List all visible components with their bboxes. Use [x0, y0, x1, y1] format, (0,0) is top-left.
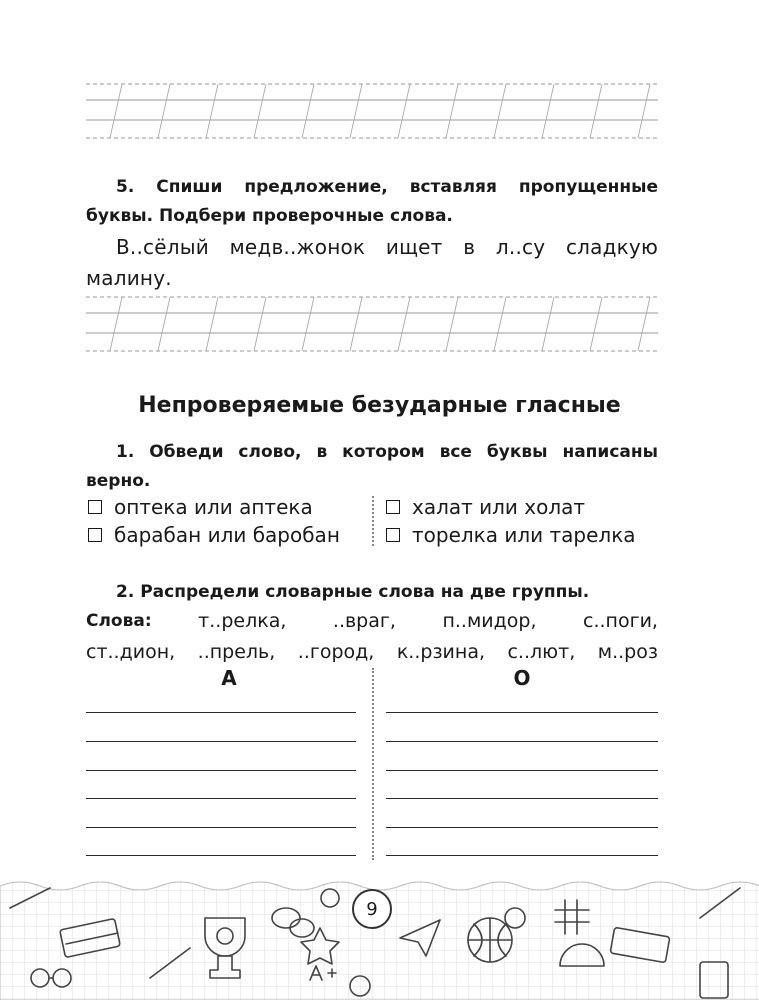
answer-line-a[interactable] [86, 712, 356, 713]
answer-line-o[interactable] [386, 855, 658, 856]
task2-title: 2. Распредели словарные слова на две группы. [116, 582, 590, 602]
task5-sentence: В..сёлый медв..жонок ищет в л..су сладкую малину. [86, 235, 658, 290]
checkbox-icon[interactable] [88, 500, 102, 514]
choice-label: оптека или аптека [114, 495, 313, 519]
choice-divider [372, 496, 374, 546]
checkbox-icon[interactable] [386, 528, 400, 542]
task1-title: 1. Обведи слово, в котором все буквы написаны верно. [86, 442, 658, 491]
word-item: п..мидор, [442, 610, 537, 632]
choice-label: барабан или баробан [114, 523, 340, 547]
columns-divider [372, 668, 374, 860]
answer-line-o[interactable] [386, 798, 658, 799]
checkbox-icon[interactable] [386, 500, 400, 514]
answer-line-o[interactable] [386, 741, 658, 742]
word-item: ..враг, [332, 610, 396, 632]
word-item: ст..дион, [86, 641, 176, 663]
choice-option-1[interactable] [88, 495, 313, 519]
words-row-2 [86, 637, 658, 668]
word-item: м..роз [597, 641, 658, 663]
task2-words [86, 606, 658, 668]
word-item: ..прель, [197, 641, 276, 663]
task5-title: 5. Спиши предложение, вставляя пропущенные буквы. Подбери проверочные слова. [86, 177, 658, 226]
choice-option-2[interactable] [386, 495, 585, 519]
choice-option-4[interactable] [386, 523, 636, 547]
writing-guide-task5[interactable] [86, 295, 658, 355]
checkbox-icon[interactable] [88, 528, 102, 542]
writing-guide-top[interactable] [86, 82, 658, 142]
word-item: т..релка, [198, 610, 287, 632]
choice-label: халат или холат [412, 495, 586, 519]
word-item: с..поги, [583, 610, 658, 632]
page-number: 9 [352, 889, 392, 929]
answer-line-o[interactable] [386, 712, 658, 713]
answer-line-a[interactable] [86, 855, 356, 856]
answer-line-o[interactable] [386, 827, 658, 828]
word-item: к..рзина, [396, 641, 485, 663]
section-heading: Непроверяемые безударные гласные [138, 393, 621, 418]
column-o-header: О [513, 666, 531, 690]
answer-line-a[interactable] [86, 798, 356, 799]
words-row-1 [86, 606, 658, 637]
column-a-header: А [221, 666, 237, 690]
answer-line-a[interactable] [86, 741, 356, 742]
words-label: Слова: [86, 611, 152, 631]
choice-label: торелка или тарелка [412, 523, 636, 547]
answer-line-a[interactable] [86, 827, 356, 828]
choice-option-3[interactable] [88, 523, 340, 547]
word-item: с..лют, [507, 641, 576, 663]
answer-line-o[interactable] [386, 770, 658, 771]
word-item: ..город, [297, 641, 375, 663]
answer-line-a[interactable] [86, 770, 356, 771]
